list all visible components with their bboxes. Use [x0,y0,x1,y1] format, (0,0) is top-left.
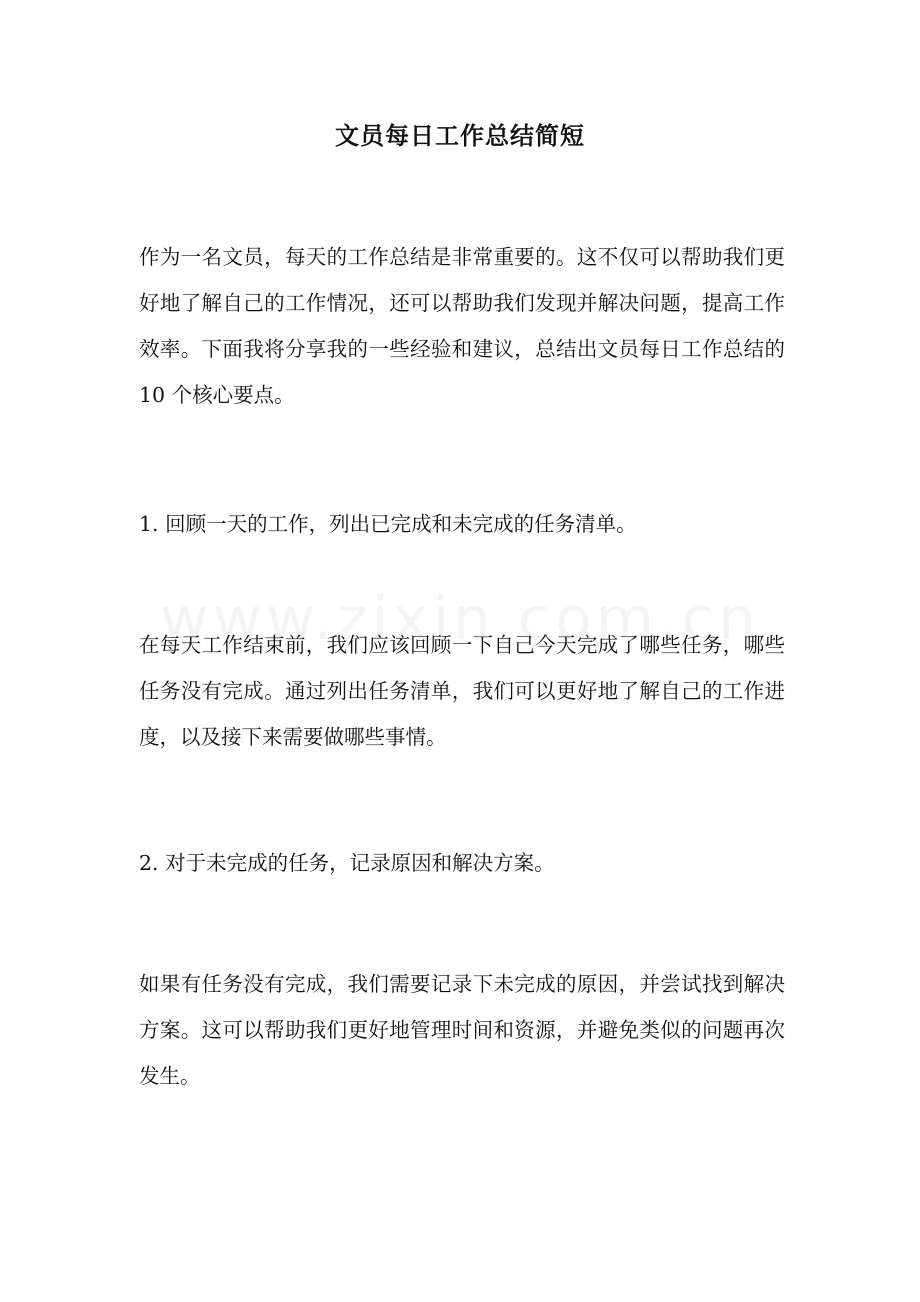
section-heading-1: 1. 回顾一天的工作，列出已完成和未完成的任务清单。 [139,512,637,536]
section-heading-2: 2. 对于未完成的任务，记录原因和解决方案。 [139,851,555,875]
section-body-2: 如果有任务没有完成，我们需要记录下未完成的原因，并尝试找到解决方案。这可以帮助我们更好地管理时间和资源，并避免类似的问题再次发生。 [139,972,785,1088]
section-body-1: 在每天工作结束前，我们应该回顾一下自己今天完成了哪些任务，哪些任务没有完成。通过列出任务清单，我们可以更好地了解自己的工作进度，以及接下来需要做哪些事情。 [139,633,785,749]
intro-paragraph: 作为一名文员，每天的工作总结是非常重要的。这不仅可以帮助我们更好地了解自己的工作情况，还可以帮助我们发现并解决问题，提高工作效率。下面我将分享我的一些经验和建议，总结出文员每日工作总结的 10 个核心要点。 [139,245,785,407]
document-title: 文员每日工作总结简短 [335,122,585,150]
